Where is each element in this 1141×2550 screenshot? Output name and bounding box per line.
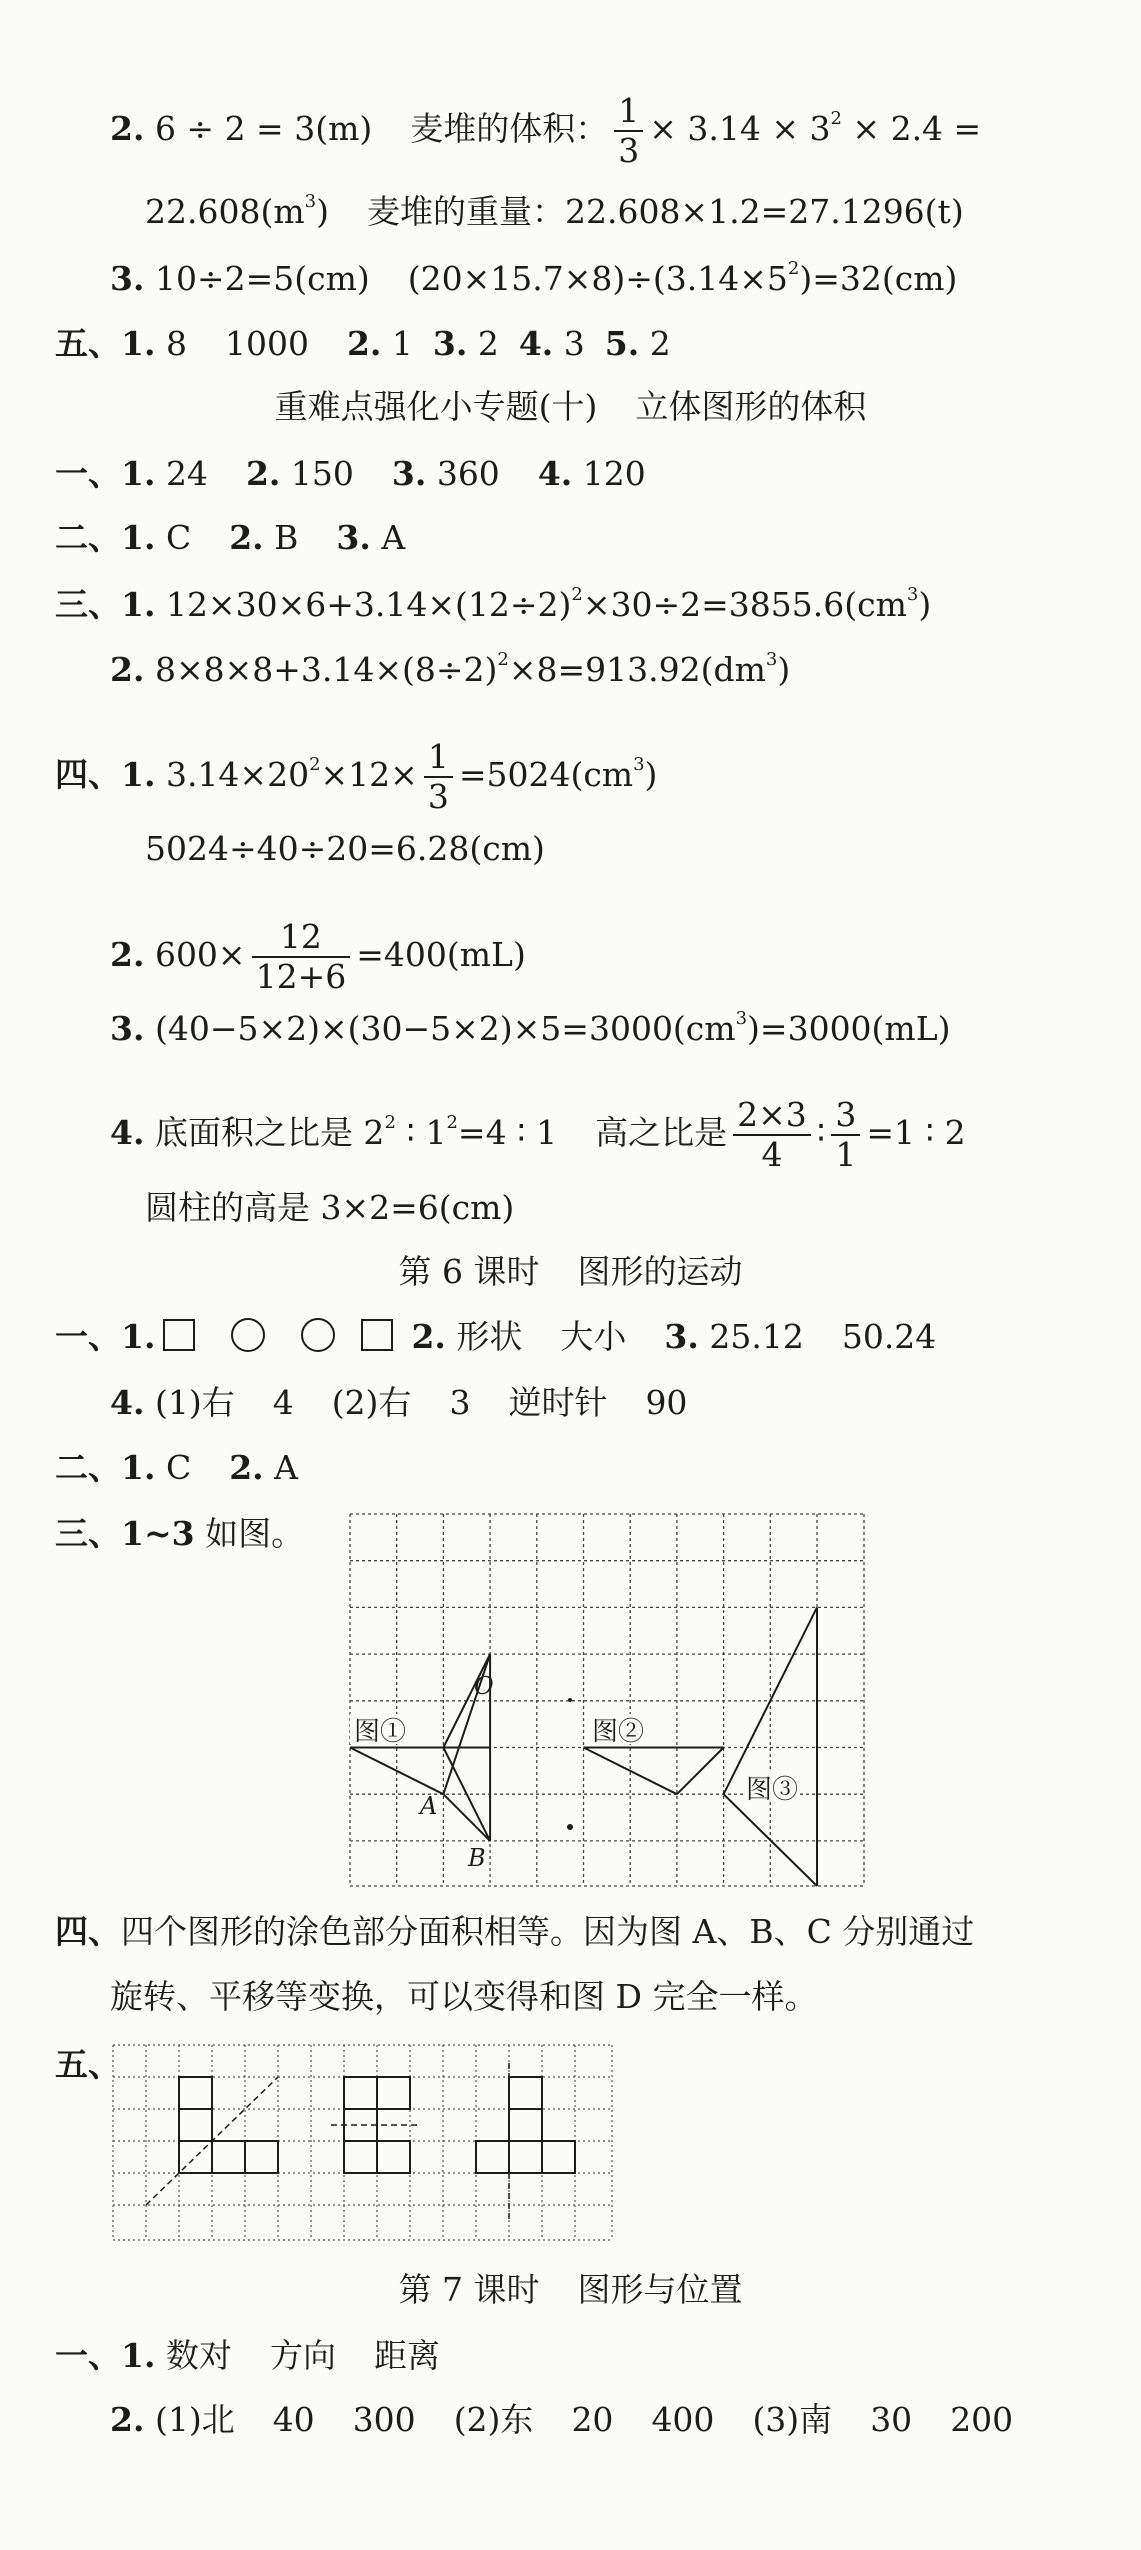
symmetry-grid-figure: [111, 2043, 614, 2243]
answer-line: 4. (1)右 4 (2)右 3 逆时针 90: [110, 1383, 688, 1422]
point-label-b: B: [468, 1844, 486, 1872]
answer-line: 二、1. C 2. A: [55, 1448, 298, 1487]
figure-label-3: 图③: [746, 1775, 799, 1805]
fraction: $\frac{1}{3}$: [614, 92, 643, 170]
circle-shape: [301, 1318, 335, 1352]
answer-line: 五、: [55, 2045, 121, 2084]
answer-line: 三、1~3 如图。: [55, 1514, 305, 1553]
square-shape: [361, 1319, 393, 1351]
fraction: $\frac{1}{3}$: [424, 738, 453, 816]
answer-line: 三、1. $12\times 30\times 6+3.14\times(12\div 2)^2\times 30\div 2=3855.6(cm^3)$: [55, 584, 932, 624]
figure-label-2: 图②: [592, 1717, 645, 1747]
section-heading: 重难点强化小专题(十) 立体图形的体积: [274, 387, 867, 426]
answer-line: 2. $8\times 8\times 8+3.14\times(8\div 2)^2\times 8=913.92(dm^3)$: [110, 649, 791, 689]
square-shape: [163, 1319, 195, 1351]
answer-line: 2. 6 ÷ 2 = 3(m) 麦堆的体积： $\frac{1}{3}$ × $3.14 \times 3^2 \times 2.4$ =: [110, 91, 982, 170]
answer-line: 3. 10÷2=5(cm) $(20\times 15.7\times 8)\div(3.14\times 5^2)=32(cm)$: [110, 258, 958, 298]
answer-line: 2. 600× $\frac{12}{12+6}$ =400(mL): [110, 917, 526, 996]
answer-line: 旋转、平移等变换，可以变得和图 D 完全一样。: [110, 1977, 818, 2016]
answer-line: 五、1. 8 1000 2. 1 3. 2 4. 3 5. 2: [55, 324, 671, 363]
answer-line: $22.608(m^3)$ 麦堆的重量：22.608×1.2=27.1296(t): [145, 191, 964, 231]
fraction: $\frac{2\times 3}{4}$: [733, 1096, 811, 1174]
answer-line: 二、1. C 2. B 3. A: [55, 518, 406, 557]
answer-line: 一、1. 数对 方向 距离: [55, 2336, 440, 2375]
figure-label-1: 图①: [354, 1717, 407, 1747]
section-heading: 第 6 课时 图形的运动: [398, 1252, 743, 1291]
answer-line: 四、四个图形的涂色部分面积相等。因为图 A、B、C 分别通过: [55, 1912, 975, 1951]
answer-line: 3. $(40-5\times 2)\times(30-5\times 2)\times 5=3000(cm^3)=3000(mL)$: [110, 1008, 951, 1048]
section-heading: 第 7 课时 图形与位置: [398, 2270, 743, 2309]
point-label-o: O: [474, 1672, 494, 1700]
transformation-grid-figure: [348, 1512, 866, 1888]
point-label-a: A: [420, 1792, 438, 1820]
answer-line: 一、1. 24 2. 150 3. 360 4. 120: [55, 454, 646, 493]
answer-line: 圆柱的高是 3×2=6(cm): [145, 1188, 515, 1227]
fraction: $\frac{3}{1}$: [831, 1096, 860, 1174]
answer-line: 四、1. $3.14\times 20^2\times 12\times$ $\frac{1}{3}$ $=5024(cm^3)$: [55, 737, 658, 816]
answer-line: 4. 底面积之比是 $2^2$ ∶ $1^2=4$ ∶ 1 高之比是 $\frac{2\times 3}{4}$ ∶ $\frac{3}{1}$ =1 ∶ 2: [110, 1095, 966, 1174]
answer-line: 一、1. 2. 形状 大小 3. 25.12 50.24: [55, 1317, 937, 1356]
circle-shape: [231, 1318, 265, 1352]
fraction: $\frac{12}{12+6}$: [252, 918, 351, 996]
answer-line: 2. (1)北 40 300 (2)东 20 400 (3)南 30 200: [110, 2400, 1014, 2439]
answer-line: 5024÷40÷20=6.28(cm): [145, 829, 545, 868]
